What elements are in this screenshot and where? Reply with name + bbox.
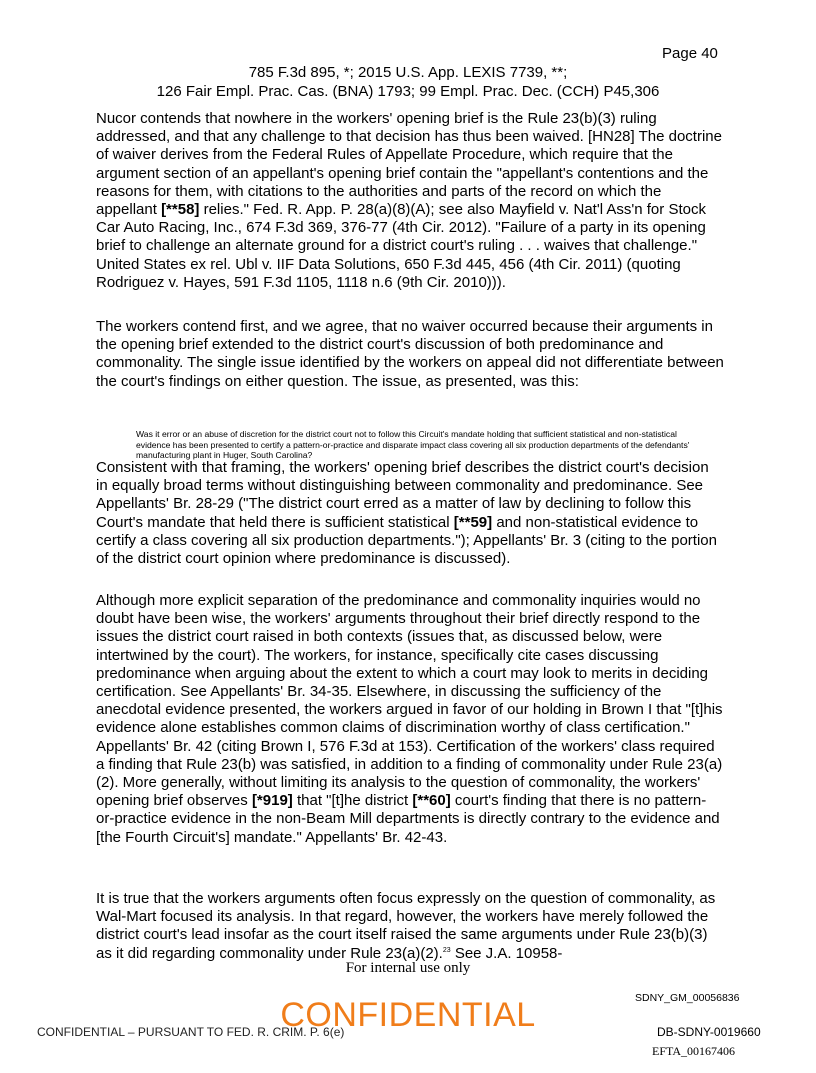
block-quote: Was it error or an abuse of discretion for the district court not to follow this Circuit's mandate holding that sufficient statistical and non-statistical evidence has been presented to certify a pattern-or-practice and disparate impact class covering all six production departments of the defendants' manufacturing plant in Huger, South Carolina?: [136, 429, 690, 461]
paragraph-4-text-c: court's finding that there is no pattern-or-practice evidence in the non-Beam Mill departments is directly contrary to the evidence and [the Fourth Circuit's] mandate." Appellants' Br. 42-43.: [96, 792, 720, 846]
confidential-stamp: CONFIDENTIAL: [280, 996, 536, 1034]
bates-number-db-sdny: DB-SDNY-0019660: [657, 1025, 761, 1039]
paragraph-5-text-b: See J.A. 10958-: [454, 944, 563, 962]
paragraph-1: [96, 110, 724, 292]
paragraph-3-text-b: and non-statistical evidence to certify a class covering all six production departments."); Appellants' Br. 3 (citing to the portion of the district court opinion where predominance is discussed).: [96, 513, 717, 568]
paragraph-2: The workers contend first, and we agree, that no waiver occurred because their arguments in the opening brief extended to the district court's discussion of both predominance and commonality. The single issue identified by the workers on appeal did not differentiate between the court's findings on either question. The issue, as presented, was this:: [96, 318, 724, 390]
paragraph-5-text-a: It is true that the workers arguments often focus expressly on the question of commonality, as Wal-Mart focused its analysis. In that regard, however, the workers have merely followed the district court's lead insofar as the court itself raised the same arguments under Rule 23(b)(3) as it did regarding commonality under Rule 23(a)(2).: [96, 890, 716, 962]
bates-number-sdny-gm: SDNY_GM_00056836: [635, 992, 740, 1004]
star-page-60: [**60]: [412, 792, 451, 810]
star-page-58: [**58]: [161, 201, 200, 219]
page-number: Page 40: [662, 45, 718, 62]
internal-use-notice: For internal use only: [345, 960, 471, 976]
paragraph-1-text-a: Nucor contends that nowhere in the workers' opening brief is the Rule 23(b)(3) ruling addressed, and that any challenge to that decision has thus been waived. [HN28] The doctrine of waiver derives from the Federal Rules of Appellate Procedure, which require that the argument section of an appellant's opening brief contain the "appellant's contentions and the reasons for them, with citations to the authorities and parts of the record on which the appellant: [96, 110, 722, 219]
citation-line-1: 785 F.3d 895, *; 2015 U.S. App. LEXIS 7739, **;: [248, 64, 568, 81]
paragraph-5: [96, 890, 724, 963]
paragraph-4-text-b: that "[t]he district: [296, 792, 409, 810]
star-page-919: [*919]: [251, 792, 293, 810]
paragraph-3-text-a: Consistent with that framing, the workers' opening brief describes the district court's decision in equally broad terms without distinguishing between commonality and predominance. See Appellants' Br. 28-29 ("The district court erred as a matter of law by declining to follow this Court's mandate that held there is sufficient statistical: [96, 459, 709, 531]
paragraph-3: [96, 459, 724, 568]
paragraph-4: [96, 592, 724, 847]
footnote-marker: 23: [442, 946, 451, 954]
citation-line-2: 126 Fair Empl. Prac. Cas. (BNA) 1793; 99 Empl. Prac. Dec. (CCH) P45,306: [156, 83, 660, 100]
paragraph-4-text-a: Although more explicit separation of the predominance and commonality inquiries would no doubt have been wise, the workers' arguments throughout their brief directly respond to the issues the district court raised in both contexts (issues that, as discussed below, were intertwined by the court). The workers, for instance, specifically cite cases discussing predominance when arguing about the extent to which a court may look to merits in deciding certification. See Appellants' Br. 34-35. Elsewhere, in discussing the sufficiency of the anecdotal evidence presented, the workers argued in favor of our holding in Brown I that "[t]his evidence alone establishes common claims of discrimination worthy of class certification." Appellants' Br. 42 (citing Brown I, 576 F.3d at 153). Certification of the workers' class required a finding that Rule 23(b) was satisfied, in addition to a finding of commonality under Rule 23(a)(2). More generally, without limiting its analysis to the question of commonality, the workers' opening brief observes: [96, 592, 723, 810]
star-page-59: [**59]: [453, 513, 493, 531]
efta-number: EFTA_00167406: [652, 1044, 736, 1058]
paragraph-1-text-b: relies." Fed. R. App. P. 28(a)(8)(A); see also Mayfield v. Nat'l Ass'n for Stock Car Auto Racing, Inc., 674 F.3d 369, 376-77 (4th Cir. 2012). "Failure of a party in its opening brief to challenge an alternate ground for a district court's ruling . . . waives that challenge." United States ex rel. Ubl v. IIF Data Solutions, 650 F.3d 445, 456 (4th Cir. 2011) (quoting Rodriguez v. Hayes, 591 F.3d 1105, 1118 n.6 (9th Cir. 2010))).: [96, 201, 706, 291]
legal-notice: CONFIDENTIAL – PURSUANT TO FED. R. CRIM. P. 6(e): [37, 1025, 345, 1039]
